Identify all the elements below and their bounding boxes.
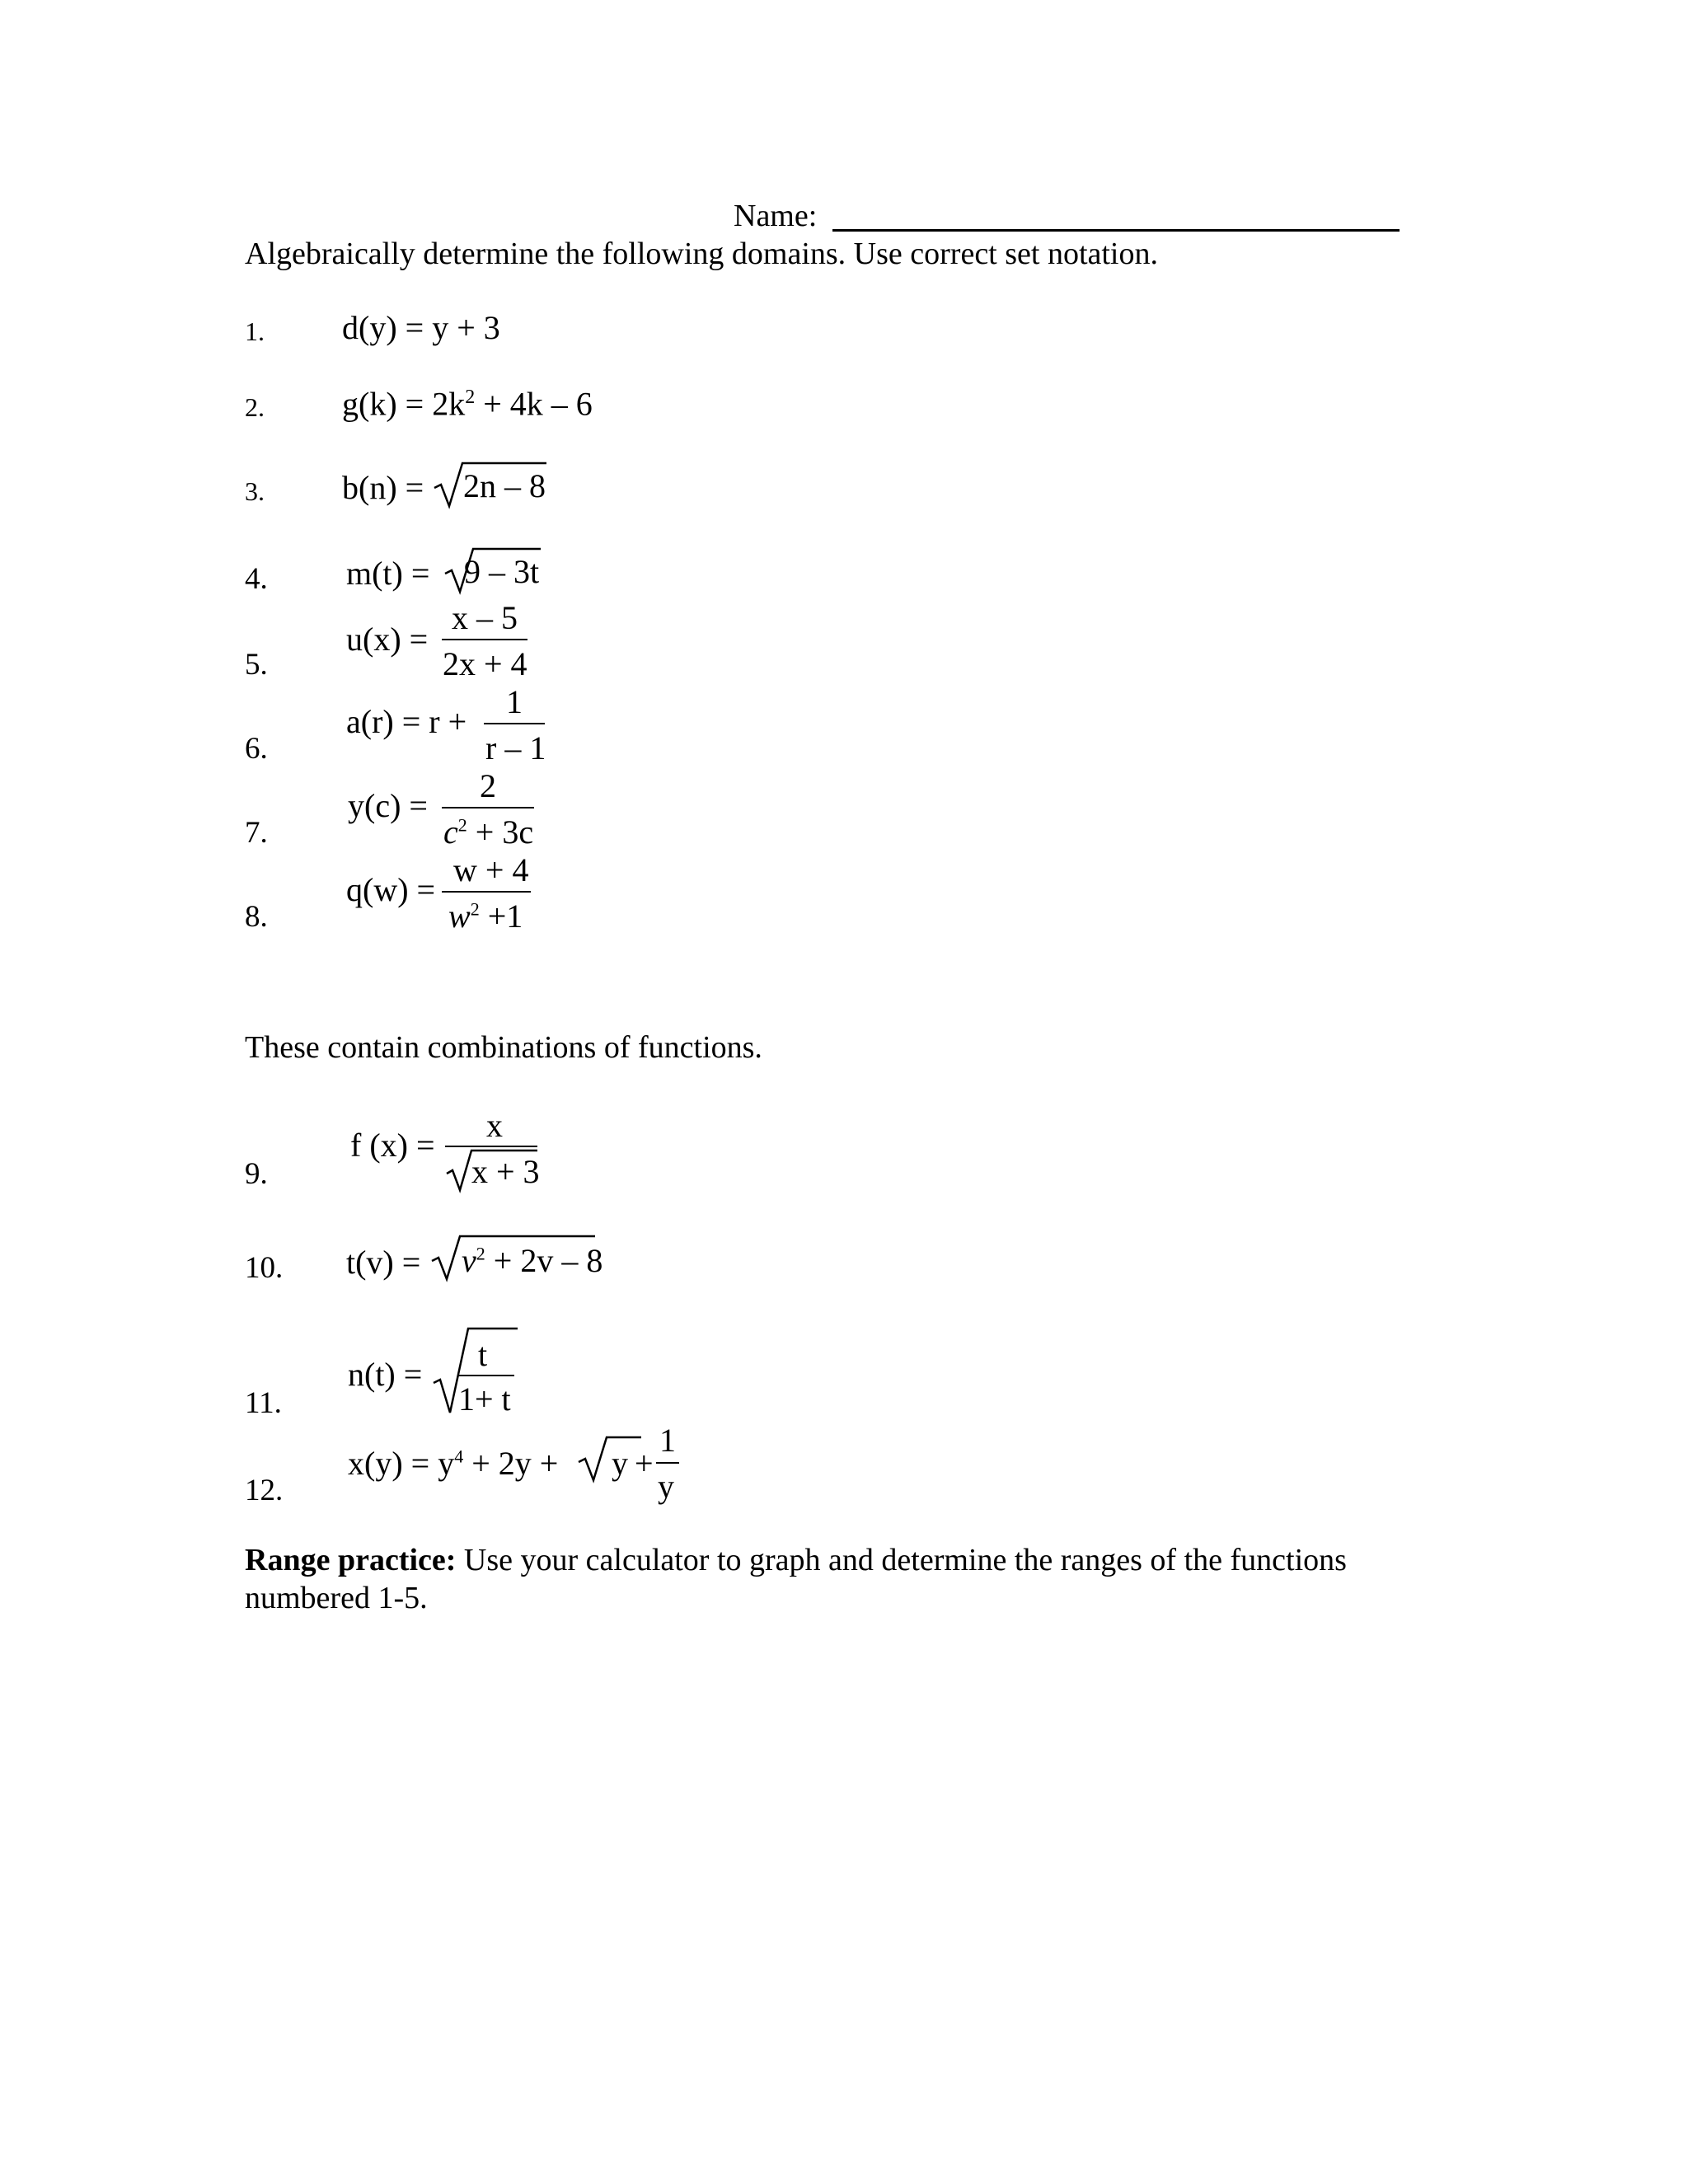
denominator-radicand: x + 3 bbox=[471, 1153, 540, 1190]
problem-3-lhs: b(n) = bbox=[342, 469, 424, 506]
problem-5-lhs: u(x) = bbox=[346, 621, 429, 658]
fraction-bar bbox=[458, 1375, 514, 1376]
problem-7-lhs: y(c) = bbox=[348, 787, 428, 824]
numerator: t bbox=[478, 1336, 488, 1373]
instructions: Algebraically determine the following domains. Use correct set notation. bbox=[245, 237, 1158, 271]
problem-number: 4. bbox=[245, 562, 268, 596]
radicand bbox=[462, 1244, 603, 1277]
denominator bbox=[443, 813, 534, 851]
problem-number: 8. bbox=[245, 900, 268, 934]
range-practice-line-2: numbered 1-5. bbox=[245, 1581, 428, 1615]
rad-rest: + 2v – 8 bbox=[485, 1242, 603, 1279]
name-line[interactable] bbox=[832, 229, 1400, 232]
section-2-label: These contain combinations of functions. bbox=[245, 1030, 762, 1065]
rest: + 4k – 6 bbox=[475, 385, 593, 423]
problem-4-lhs: m(t) = bbox=[346, 555, 430, 592]
range-practice-label: Range practice: bbox=[245, 1543, 457, 1577]
numerator: x – 5 bbox=[452, 599, 518, 636]
problem-number: 6. bbox=[245, 732, 268, 766]
numerator: 2 bbox=[480, 767, 496, 804]
exponent: 2 bbox=[457, 814, 467, 836]
denominator bbox=[448, 900, 523, 933]
fraction-bar bbox=[442, 891, 531, 893]
radical-sign bbox=[577, 1434, 643, 1483]
problem-2-function bbox=[342, 385, 593, 423]
problem-9-lhs: f (x) = bbox=[350, 1127, 435, 1164]
range-practice-text: Use your calculator to graph and determine the ranges of the functions bbox=[463, 1543, 1347, 1577]
radicand: y bbox=[612, 1445, 628, 1482]
numerator: w + 4 bbox=[453, 851, 529, 888]
problem-6-lhs: a(r) = r + bbox=[346, 703, 467, 740]
problem-11-lhs: n(t) = bbox=[348, 1356, 423, 1393]
fraction-bar bbox=[656, 1462, 679, 1464]
problem-number: 3. bbox=[245, 476, 265, 506]
denom-base: c bbox=[443, 813, 458, 851]
rad-base: v bbox=[462, 1242, 476, 1279]
problem-number: 9. bbox=[245, 1157, 268, 1191]
plus-sign: + bbox=[635, 1445, 654, 1482]
problem-number: 12. bbox=[245, 1474, 284, 1507]
problem-12-function bbox=[348, 1447, 558, 1480]
denom-rest: +1 bbox=[479, 898, 523, 935]
lhs: x(y) = y bbox=[348, 1445, 455, 1482]
problem-number: 11. bbox=[245, 1386, 282, 1420]
denominator: y bbox=[658, 1468, 674, 1505]
denominator: r – 1 bbox=[485, 729, 546, 766]
name-label: Name: bbox=[734, 199, 818, 233]
problem-1-function: d(y) = y + 3 bbox=[342, 309, 500, 346]
denominator: 1+ t bbox=[458, 1380, 511, 1418]
denom-base: w bbox=[448, 898, 471, 935]
exponent: 2 bbox=[470, 898, 480, 920]
problem-number: 5. bbox=[245, 648, 268, 682]
lhs: g(k) = 2k bbox=[342, 385, 466, 423]
radicand: 9 – 3t bbox=[464, 553, 540, 590]
problem-number: 10. bbox=[245, 1251, 284, 1285]
denominator: 2x + 4 bbox=[443, 645, 528, 682]
problem-number: 2. bbox=[245, 392, 265, 422]
fraction-bar bbox=[484, 723, 545, 724]
problem-8-lhs: q(w) = bbox=[346, 871, 436, 908]
mid: + 2y + bbox=[463, 1445, 559, 1482]
problem-number: 1. bbox=[245, 316, 265, 346]
numerator: x bbox=[486, 1107, 503, 1144]
range-practice-line-1 bbox=[245, 1544, 1417, 1576]
numerator: 1 bbox=[659, 1422, 676, 1459]
problem-number: 7. bbox=[245, 816, 268, 850]
problem-10-lhs: t(v) = bbox=[346, 1244, 421, 1281]
radicand: 2n – 8 bbox=[463, 467, 546, 504]
fraction-bar bbox=[442, 807, 534, 808]
exponent: 2 bbox=[476, 1243, 485, 1264]
exponent: 2 bbox=[465, 387, 476, 408]
denom-rest: + 3c bbox=[467, 813, 534, 851]
fraction-bar bbox=[442, 639, 528, 640]
numerator: 1 bbox=[506, 683, 523, 720]
exponent: 4 bbox=[454, 1446, 464, 1467]
